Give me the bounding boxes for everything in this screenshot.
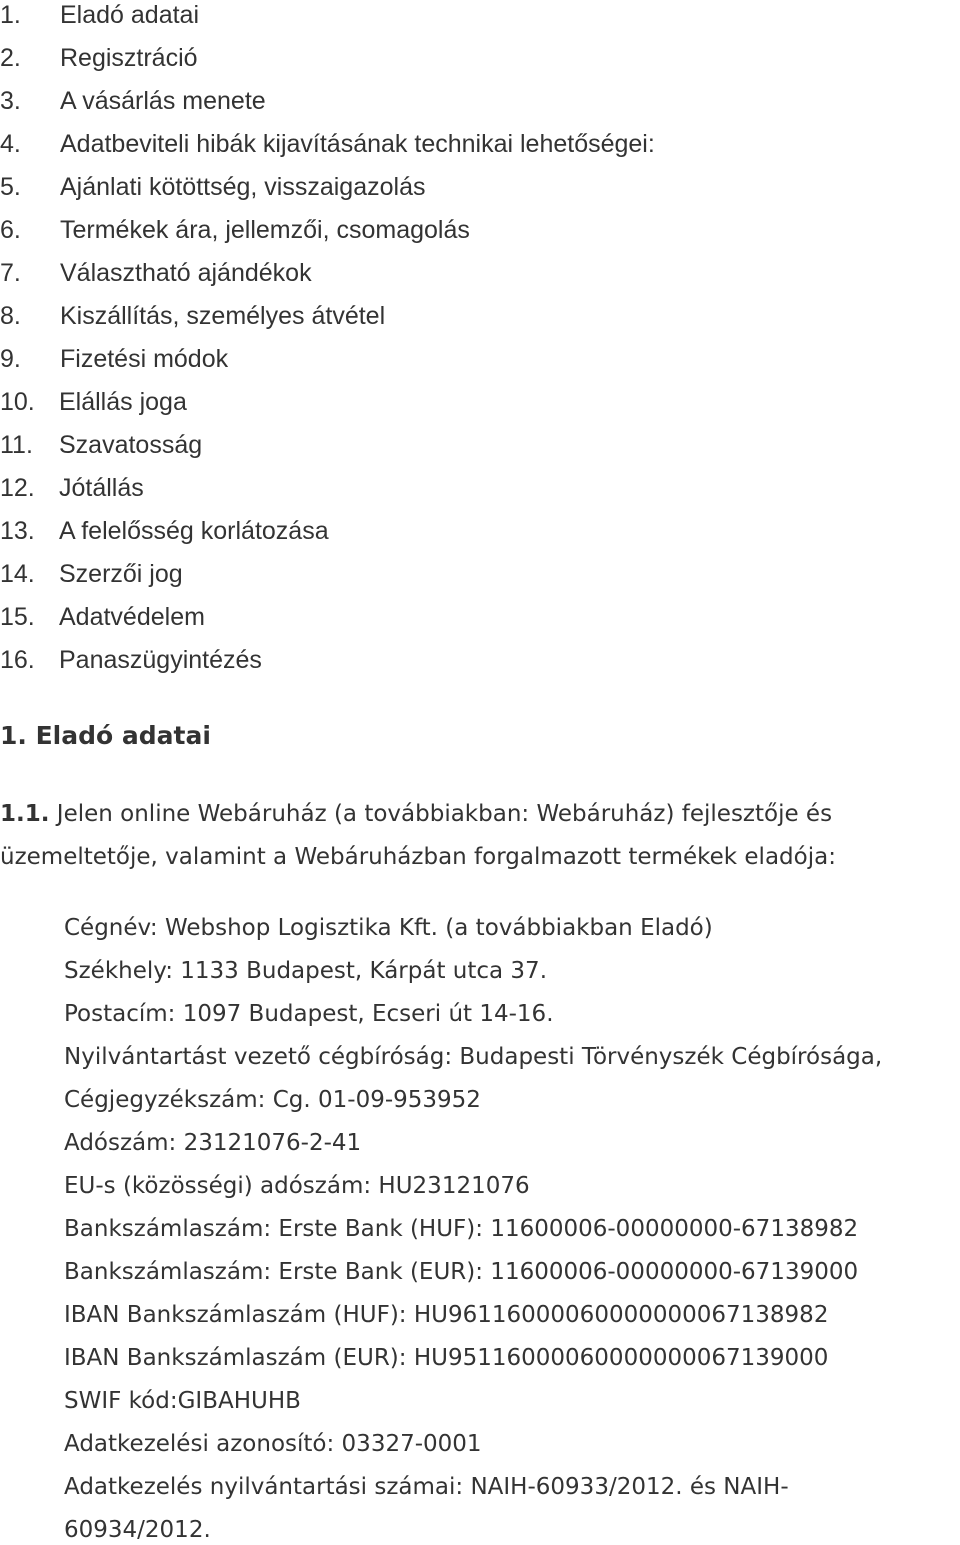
toc-item xyxy=(0,559,183,589)
toc-item-label: Választható ajándékok xyxy=(60,259,312,287)
toc-item-number: 4. xyxy=(0,130,21,158)
toc-item-label: Jótállás xyxy=(59,474,144,502)
toc-item-label: Elállás joga xyxy=(59,388,187,416)
toc-item-label: Panaszügyintézés xyxy=(59,646,262,674)
detail-data-registry-numbers: Adatkezelés nyilvántartási számai: NAIH-60933/2012. és NAIH- xyxy=(64,1474,789,1500)
toc-item-label: A felelősség korlátozása xyxy=(59,517,329,545)
section-heading: 1. Eladó adatai xyxy=(0,721,211,750)
detail-swift-code: SWIF kód:GIBAHUHB xyxy=(64,1388,301,1414)
toc-item-number: 6. xyxy=(0,216,21,244)
detail-registry-court: Nyilvántartást vezető cégbíróság: Budapesti Törvényszék Cégbírósága, xyxy=(64,1044,883,1070)
toc-item-number: 16. xyxy=(0,646,35,674)
toc-item xyxy=(0,516,329,546)
toc-item xyxy=(0,645,262,675)
toc-item-number: 9. xyxy=(0,345,21,373)
toc-item-number: 12. xyxy=(0,474,35,502)
toc-item xyxy=(0,129,655,159)
detail-postal-address: Postacím: 1097 Budapest, Ecseri út 14-16. xyxy=(64,1001,554,1027)
toc-item-number: 14. xyxy=(0,560,35,588)
detail-data-registry-numbers-cont: 60934/2012. xyxy=(64,1517,211,1543)
toc-item-label: A vásárlás menete xyxy=(60,87,266,115)
toc-item-number: 2. xyxy=(0,44,21,72)
toc-item-number: 15. xyxy=(0,603,35,631)
toc-item-number: 13. xyxy=(0,517,35,545)
toc-item-label: Szerzői jog xyxy=(59,560,183,588)
detail-company-name: Cégnév: Webshop Logisztika Kft. (a továbbiakban Eladó) xyxy=(64,915,713,941)
detail-headquarters: Székhely: 1133 Budapest, Kárpát utca 37. xyxy=(64,958,547,984)
toc-item xyxy=(0,86,266,116)
detail-iban-eur: IBAN Bankszámlaszám (EUR): HU95116000060000000067139000 xyxy=(64,1345,829,1371)
detail-bank-account-eur: Bankszámlaszám: Erste Bank (EUR): 11600006-00000000-67139000 xyxy=(64,1259,859,1285)
section-intro xyxy=(0,793,950,879)
toc-item-number: 11. xyxy=(0,431,33,459)
toc-item-number: 3. xyxy=(0,87,21,115)
toc-item xyxy=(0,430,202,460)
detail-bank-account-huf: Bankszámlaszám: Erste Bank (HUF): 11600006-00000000-67138982 xyxy=(64,1216,859,1242)
toc-item-label: Adatvédelem xyxy=(59,603,205,631)
toc-item xyxy=(0,301,385,331)
intro-text: Jelen online Webáruház (a továbbiakban: Webáruház) fejlesztője és üzemeltetője, valamint a Webáruházban forgalmazott termékek eladója: xyxy=(0,801,836,870)
toc-item-label: Ajánlati kötöttség, visszaigazolás xyxy=(60,173,426,201)
toc-item xyxy=(0,0,199,30)
detail-tax-number: Adószám: 23121076-2-41 xyxy=(64,1130,362,1156)
detail-eu-tax-number: EU-s (közösségi) adószám: HU23121076 xyxy=(64,1173,530,1199)
intro-number: 1.1. xyxy=(0,801,50,827)
toc-item xyxy=(0,43,198,73)
toc-item-label: Termékek ára, jellemzői, csomagolás xyxy=(60,216,470,244)
toc-item-number: 10. xyxy=(0,388,35,416)
toc-item-number: 7. xyxy=(0,259,21,287)
detail-iban-huf: IBAN Bankszámlaszám (HUF): HU96116000060000000067138982 xyxy=(64,1302,829,1328)
toc-item-label: Kiszállítás, személyes átvétel xyxy=(60,302,386,330)
toc-item xyxy=(0,344,228,374)
toc-item-number: 8. xyxy=(0,302,21,330)
detail-registration-number: Cégjegyzékszám: Cg. 01-09-953952 xyxy=(64,1087,481,1113)
toc-item xyxy=(0,215,470,245)
toc-item-label: Regisztráció xyxy=(60,44,198,72)
toc-item xyxy=(0,473,144,503)
detail-data-handling-id: Adatkezelési azonosító: 03327-0001 xyxy=(64,1431,482,1457)
toc-item xyxy=(0,172,425,202)
toc-item xyxy=(0,258,312,288)
toc-item-number: 1. xyxy=(0,1,21,29)
toc-item-label: Fizetési módok xyxy=(60,345,229,373)
toc-item-label: Szavatosság xyxy=(59,431,203,459)
toc-item-label: Adatbeviteli hibák kijavításának technikai lehetőségei: xyxy=(60,130,655,158)
toc-item xyxy=(0,387,187,417)
toc-item xyxy=(0,602,205,632)
toc-item-number: 5. xyxy=(0,173,21,201)
toc-item-label: Eladó adatai xyxy=(60,1,200,29)
